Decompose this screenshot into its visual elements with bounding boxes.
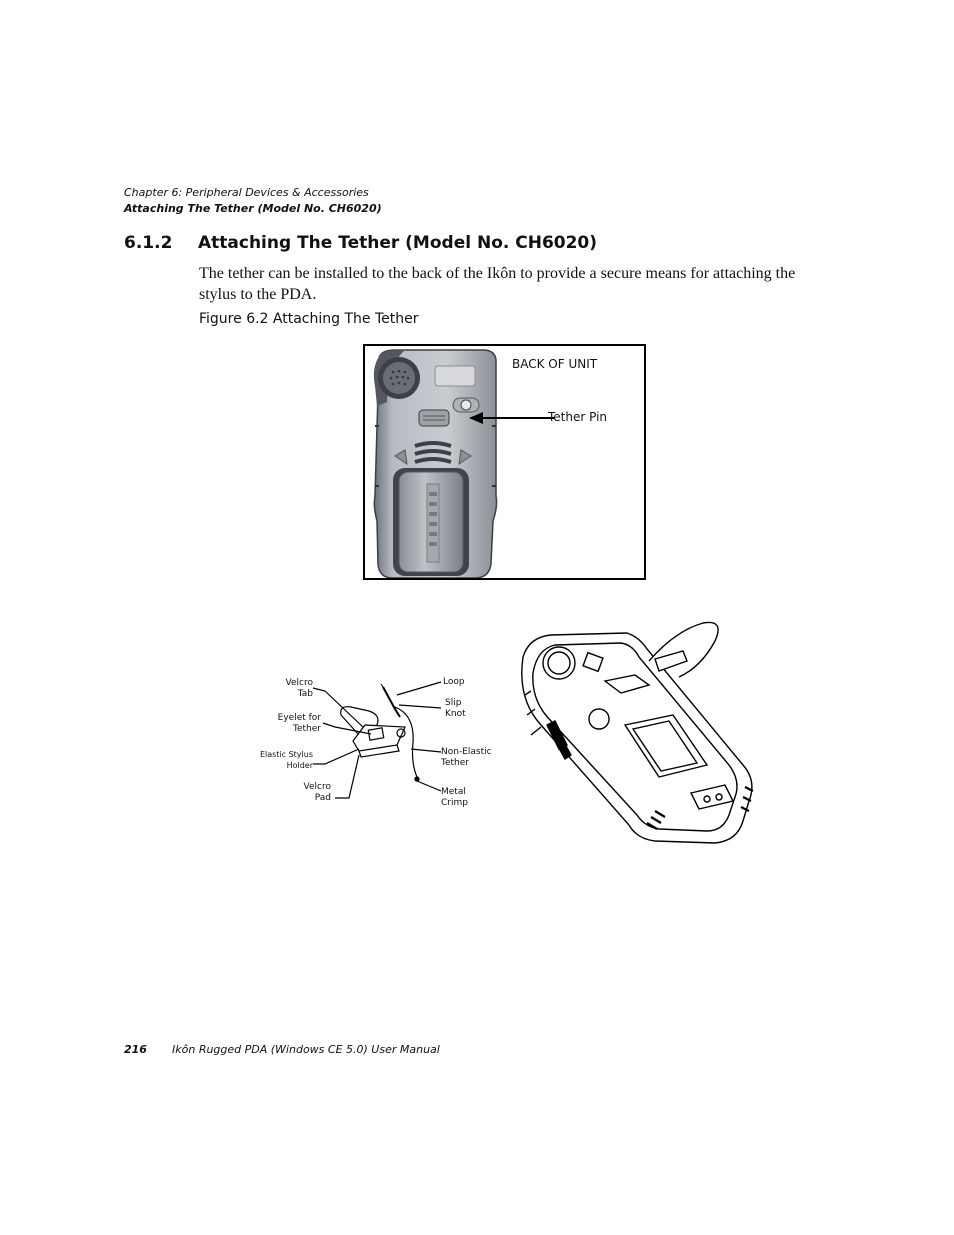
running-header-section: Attaching The Tether (Model No. CH6020) <box>124 202 382 215</box>
part-label-line: Slip <box>445 698 462 708</box>
part-metal-crimp <box>441 787 468 809</box>
part-elastic-holder <box>255 749 313 771</box>
pda-back-photo <box>365 346 644 578</box>
part-eyelet <box>267 713 321 735</box>
section-title: Attaching The Tether (Model No. CH6020) <box>198 233 598 253</box>
part-label-line: Tether <box>293 724 321 734</box>
part-velcro-pad <box>295 782 331 804</box>
running-header-chapter: Chapter 6: Peripheral Devices & Accessories <box>124 186 369 199</box>
tether-line-drawing <box>255 615 775 850</box>
back-of-unit-figure <box>363 344 646 580</box>
part-label-line: Holder <box>286 761 313 770</box>
section-heading <box>124 233 597 253</box>
part-label-line: Knot <box>445 709 466 719</box>
part-loop: Loop <box>443 677 465 687</box>
body-paragraph: The tether can be installed to the back of the Ikôn to provide a secure means for attaching the stylus to the PDA. <box>199 265 796 303</box>
part-label-line: Tab <box>297 689 313 699</box>
part-label-line: Velcro <box>285 678 313 688</box>
page-footer <box>124 1043 440 1056</box>
part-label-line: Crimp <box>441 798 468 808</box>
part-non-elastic-tether <box>441 747 492 769</box>
part-label-line: Metal <box>441 787 466 797</box>
part-velcro-tab <box>277 678 313 700</box>
part-label-line: Elastic Stylus <box>259 750 313 759</box>
section-number: 6.1.2 <box>124 233 173 253</box>
part-label-line: Tether <box>441 758 469 768</box>
part-label-line: Eyelet for <box>277 713 321 723</box>
part-label-line: Velcro <box>303 782 331 792</box>
tether-parts-figure <box>255 615 775 850</box>
part-label-line: Non-Elastic <box>441 747 492 757</box>
manual-title: Ikôn Rugged PDA (Windows CE 5.0) User Manual <box>172 1043 440 1056</box>
page-number: 216 <box>124 1043 147 1056</box>
tether-pin-label: Tether Pin <box>548 410 608 424</box>
part-slip-knot <box>445 698 466 720</box>
part-label-line: Pad <box>314 793 331 803</box>
back-of-unit-label: BACK OF UNIT <box>512 357 598 371</box>
figure-caption: Figure 6.2 Attaching The Tether <box>199 311 419 327</box>
